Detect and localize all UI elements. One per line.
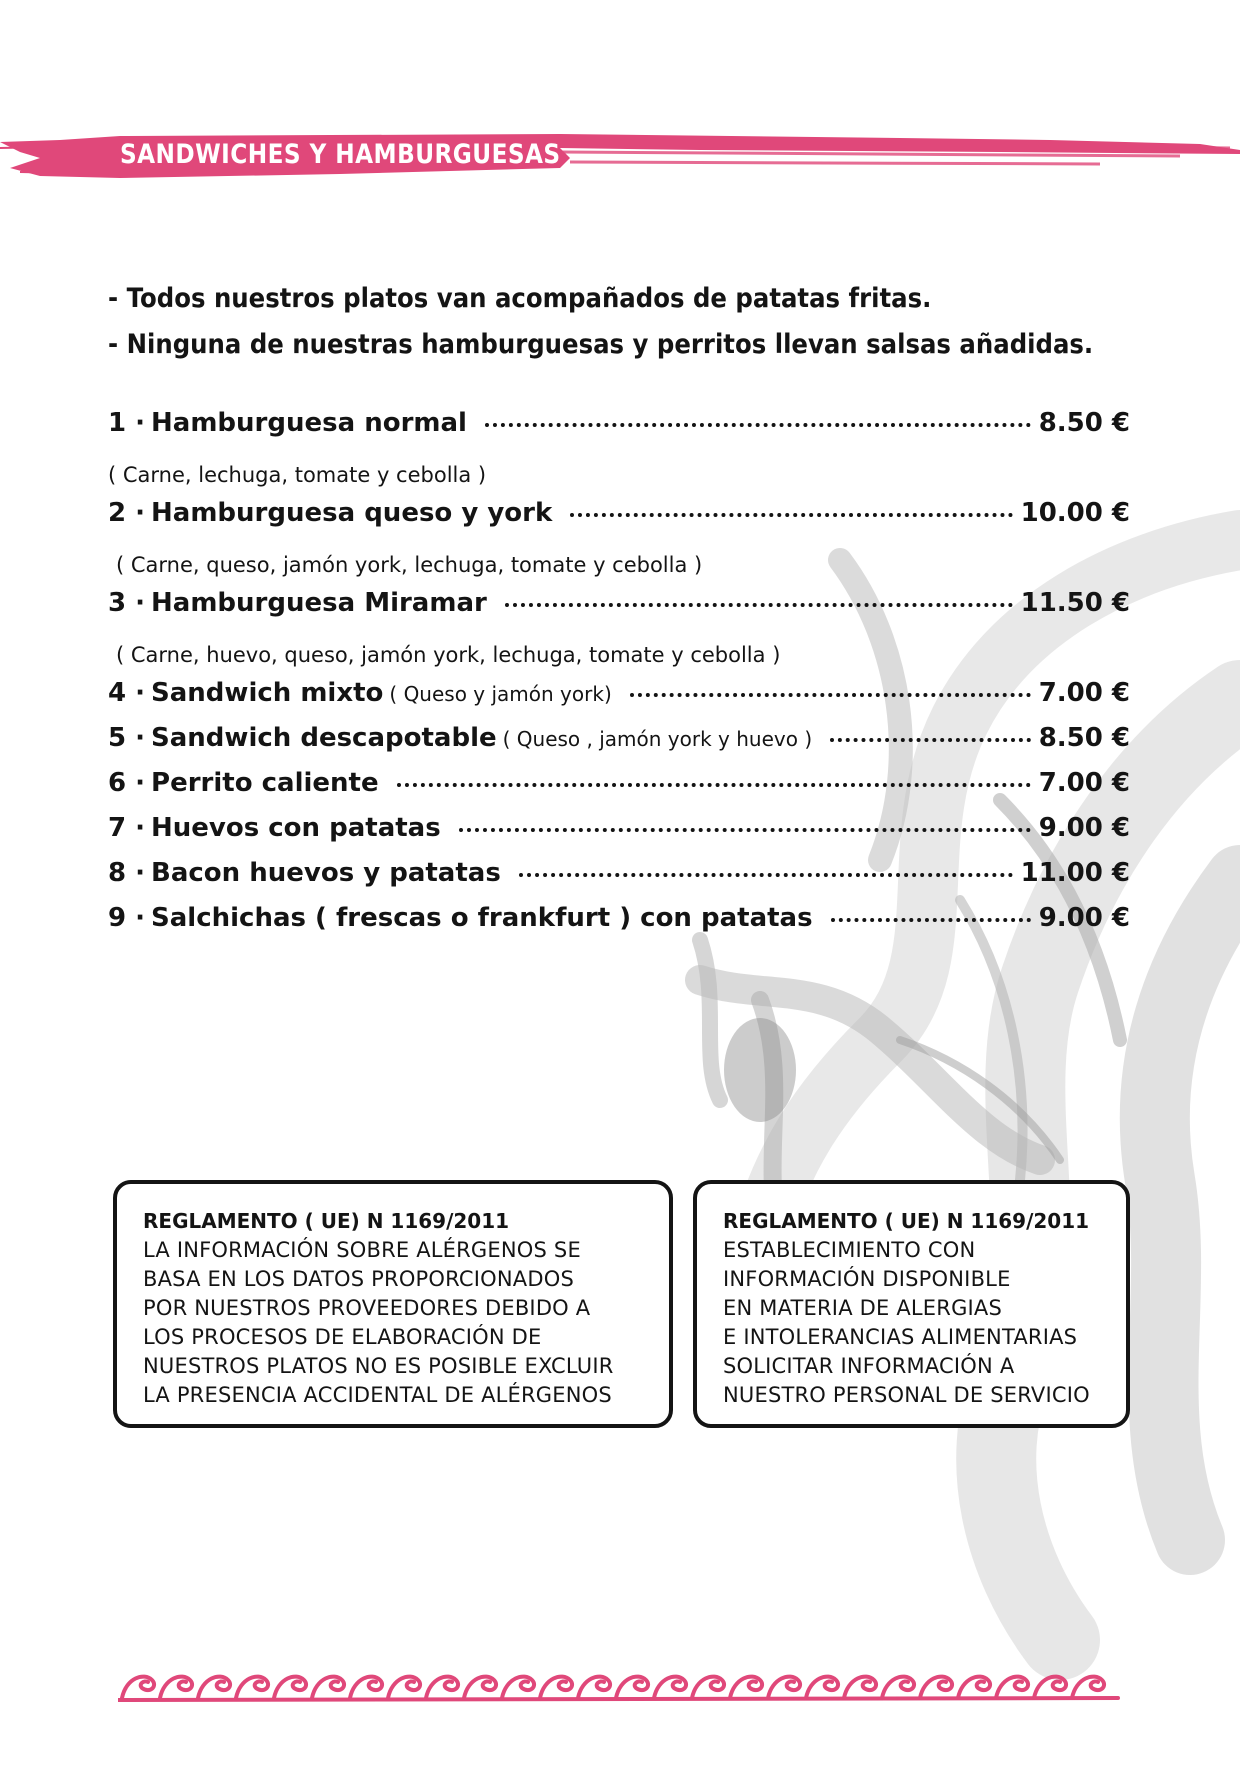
- wave-curl: [426, 1677, 458, 1698]
- item-name: Bacon huevos y patatas: [151, 858, 501, 888]
- item-description: ( Carne, lechuga, tomate y cebolla ): [108, 463, 487, 487]
- wave-curl: [882, 1677, 914, 1698]
- wave-curl: [122, 1677, 154, 1698]
- item-number: 6 ·: [108, 768, 146, 798]
- box-title: REGLAMENTO ( UE) N 1169/2011: [723, 1209, 1090, 1233]
- wave-curl: [274, 1677, 306, 1698]
- box-line: NUESTRO PERSONAL DE SERVICIO: [723, 1383, 1090, 1407]
- item-name: Huevos con patatas: [151, 813, 441, 843]
- dot-leader: [630, 693, 1031, 697]
- menu-item: [108, 498, 1130, 543]
- menu-item: [108, 858, 1130, 903]
- wave-curl: [198, 1677, 230, 1698]
- item-inline-description: ( Queso , jamón york y huevo ): [502, 727, 813, 751]
- item-price: 7.00 €: [1038, 768, 1130, 798]
- wave-curl: [350, 1677, 382, 1698]
- item-price: 8.50 €: [1038, 408, 1130, 438]
- wave-curl: [388, 1677, 420, 1698]
- wave-curl: [236, 1677, 268, 1698]
- item-number: 8 ·: [108, 858, 146, 888]
- item-number: 5 ·: [108, 723, 146, 753]
- box-line: POR NUESTROS PROVEEDORES DEBIDO A: [143, 1296, 591, 1320]
- item-price: 11.50 €: [1020, 588, 1130, 618]
- wave-curl: [1034, 1677, 1066, 1698]
- item-number: 4 ·: [108, 678, 146, 708]
- item-name: Hamburguesa queso y york: [151, 498, 553, 528]
- wave-curl: [540, 1677, 572, 1698]
- wave-curl: [768, 1677, 800, 1698]
- wave-curl: [160, 1677, 192, 1698]
- dot-leader: [485, 423, 1031, 427]
- menu-item: [108, 408, 1130, 453]
- menu-item: [108, 768, 1130, 813]
- dot-leader: [459, 828, 1031, 832]
- item-number: 1 ·: [108, 408, 146, 438]
- wave-curl: [502, 1677, 534, 1698]
- box-line: ESTABLECIMIENTO CON: [723, 1238, 976, 1262]
- item-inline-description: ( Queso y jamón york): [389, 682, 612, 706]
- dot-leader: [505, 603, 1013, 607]
- dot-leader: [397, 783, 1031, 787]
- dot-leader: [570, 513, 1012, 517]
- dot-leader: [830, 738, 1031, 742]
- dot-leader: [519, 873, 1013, 877]
- menu-item: [108, 588, 1130, 633]
- item-price: 11.00 €: [1020, 858, 1130, 888]
- item-price: 9.00 €: [1038, 903, 1130, 933]
- wave-curl: [920, 1677, 952, 1698]
- box-line: NUESTROS PLATOS NO ES POSIBLE EXCLUIR: [143, 1354, 614, 1378]
- wave-curl: [464, 1677, 496, 1698]
- allergen-contact-box: [693, 1180, 1130, 1428]
- wave-curl: [996, 1677, 1028, 1698]
- box-line: LA INFORMACIÓN SOBRE ALÉRGENOS SE: [143, 1238, 581, 1262]
- menu-item: [108, 723, 1130, 768]
- item-number: 9 ·: [108, 903, 146, 933]
- notes: [108, 276, 1179, 368]
- item-price: 7.00 €: [1038, 678, 1130, 708]
- item-price: 9.00 €: [1038, 813, 1130, 843]
- wave-curl: [578, 1677, 610, 1698]
- item-number: 2 ·: [108, 498, 146, 528]
- wave-curl: [844, 1677, 876, 1698]
- wave-curl: [616, 1677, 648, 1698]
- box-line: E INTOLERANCIAS ALIMENTARIAS: [723, 1325, 1078, 1349]
- item-name: Sandwich descapotable: [151, 723, 497, 753]
- section-title: SANDWICHES Y HAMBURGUESAS: [120, 139, 561, 170]
- menu-item: [108, 678, 1130, 723]
- item-name: Salchichas ( frescas o frankfurt ) con patatas: [151, 903, 813, 933]
- item-name: Hamburguesa Miramar: [151, 588, 487, 618]
- item-description: ( Carne, queso, jamón york, lechuga, tomate y cebolla ): [116, 553, 703, 577]
- wave-curl: [654, 1677, 686, 1698]
- box-line: LA PRESENCIA ACCIDENTAL DE ALÉRGENOS: [143, 1383, 612, 1407]
- item-name: Hamburguesa normal: [151, 408, 467, 438]
- item-price: 10.00 €: [1020, 498, 1130, 528]
- note-line: - Todos nuestros platos van acompañados de patatas fritas.: [108, 283, 932, 314]
- wave-baseline: [118, 1698, 1118, 1700]
- wave-curl: [806, 1677, 838, 1698]
- box-line: INFORMACIÓN DISPONIBLE: [723, 1267, 1011, 1291]
- wave-curl: [312, 1677, 344, 1698]
- menu-item: [108, 813, 1130, 858]
- item-number: 3 ·: [108, 588, 146, 618]
- box-line: SOLICITAR INFORMACIÓN A: [723, 1354, 1015, 1378]
- dot-leader: [831, 918, 1031, 922]
- item-price: 8.50 €: [1038, 723, 1130, 753]
- wave-curl: [730, 1677, 762, 1698]
- menu-item: [108, 903, 1130, 948]
- allergen-info-box: [113, 1180, 673, 1428]
- item-number: 7 ·: [108, 813, 146, 843]
- note-line: - Ninguna de nuestras hamburguesas y perritos llevan salsas añadidas.: [108, 329, 1094, 360]
- box-line: EN MATERIA DE ALERGIAS: [723, 1296, 1003, 1320]
- item-description: ( Carne, huevo, queso, jamón york, lechuga, tomate y cebolla ): [116, 643, 781, 667]
- wave-curl: [692, 1677, 724, 1698]
- pink-wave-border: [118, 1664, 1126, 1704]
- wave-curl: [958, 1677, 990, 1698]
- item-name: Sandwich mixto: [151, 678, 384, 708]
- menu-list: [108, 408, 1130, 948]
- box-line: LOS PROCESOS DE ELABORACIÓN DE: [143, 1325, 542, 1349]
- item-name: Perrito caliente: [151, 768, 379, 798]
- wave-curl: [1072, 1677, 1104, 1698]
- box-title: REGLAMENTO ( UE) N 1169/2011: [143, 1209, 510, 1233]
- box-line: BASA EN LOS DATOS PROPORCIONADOS: [143, 1267, 574, 1291]
